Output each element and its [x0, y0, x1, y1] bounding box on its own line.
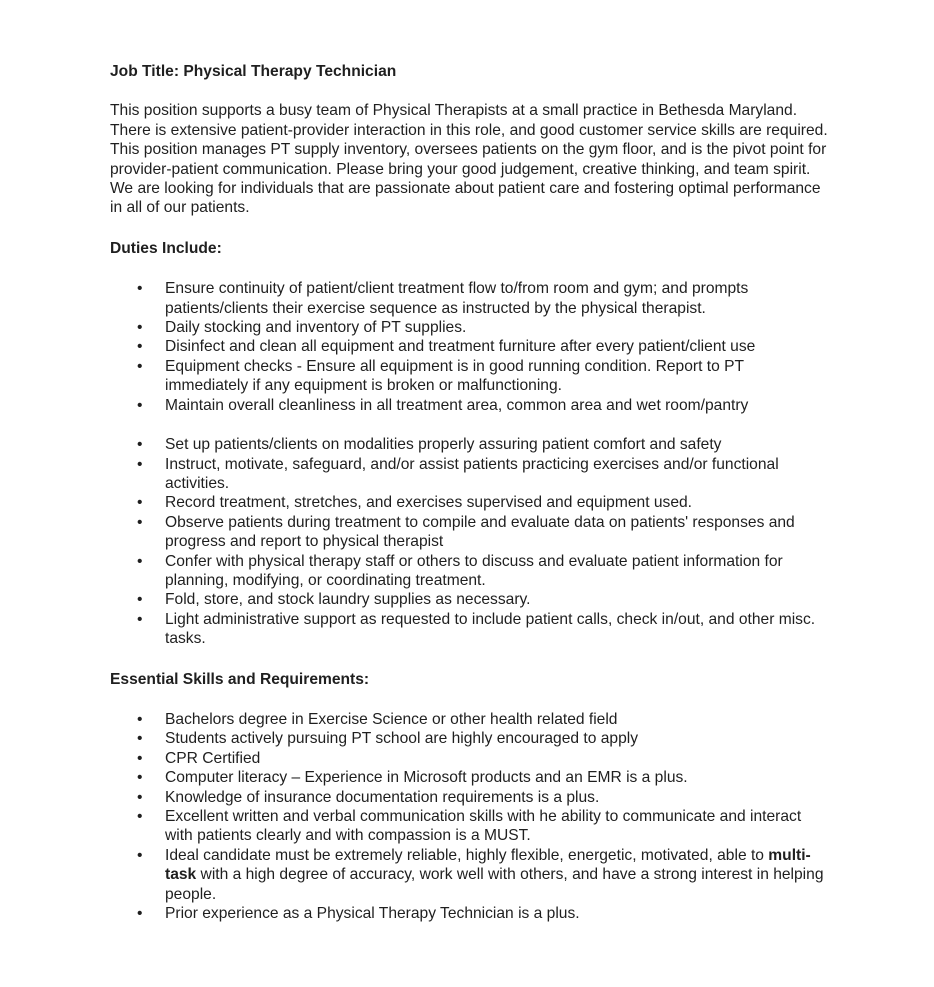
skills-heading: Essential Skills and Requirements:: [110, 670, 370, 688]
job-title: Job Title: Physical Therapy Technician: [110, 63, 397, 80]
list-item: • Bachelors degree in Exercise Science or other health related field: [110, 710, 830, 729]
intro-paragraph: This position supports a busy team of Physical Therapists at a small practice in Bethesda Maryland. There is extensive patient-provider interaction in this role, and good customer service skills are required. This position manages PT supply inventory, oversees patients on the gym floor, and is the pivot point for provider-patient communication. Please bring your good judgement, creative thinking, and team spirit. We are looking for individuals that are passionate about patient care and fostering optimal performance in all of our patients.: [110, 102, 828, 217]
list-item: • Knowledge of insurance documentation requirements is a plus.: [110, 788, 830, 807]
list-item: • Disinfect and clean all equipment and treatment furniture after every patient/client use: [110, 337, 830, 356]
list-item: • Fold, store, and stock laundry supplies as necessary.: [110, 590, 830, 609]
list-item: • Record treatment, stretches, and exercises supervised and equipment used.: [110, 493, 830, 512]
job-description-document: [110, 62, 830, 923]
multi-task-emphasis: multi-task: [165, 846, 811, 884]
list-item: • Maintain overall cleanliness in all treatment area, common area and wet room/pantry: [110, 396, 830, 415]
list-item: • Excellent written and verbal communication skills with he ability to communicate and interact with patients clearly and with compassion is a MUST.: [110, 807, 830, 846]
list-item: • Prior experience as a Physical Therapy Technician is a plus.: [110, 904, 830, 923]
list-item: • Computer literacy – Experience in Microsoft products and an EMR is a plus.: [110, 768, 830, 787]
list-item: • Instruct, motivate, safeguard, and/or assist patients practicing exercises and/or functional activities.: [110, 455, 830, 494]
list-item: • Set up patients/clients on modalities properly assuring patient comfort and safety: [110, 435, 830, 454]
skills-list: [110, 710, 830, 923]
duties-list-2: [110, 435, 830, 648]
list-item: • Students actively pursuing PT school are highly encouraged to apply: [110, 729, 830, 748]
list-item: • Ensure continuity of patient/client treatment flow to/from room and gym; and prompts patients/clients their exercise sequence as instructed by the physical therapist.: [110, 279, 830, 318]
list-item: • Confer with physical therapy staff or others to discuss and evaluate patient information for planning, modifying, or coordinating treatment.: [110, 552, 830, 591]
list-item: • Light administrative support as requested to include patient calls, check in/out, and other misc. tasks.: [110, 610, 830, 649]
list-item-ideal-candidate: [110, 846, 830, 904]
list-item: • CPR Certified: [110, 749, 830, 768]
list-item: • Observe patients during treatment to compile and evaluate data on patients' responses and progress and report to physical therapist: [110, 513, 830, 552]
ideal-candidate-text: Ideal candidate must be extremely reliable, highly flexible, energetic, motivated, able to: [165, 846, 769, 864]
list-item: • Equipment checks - Ensure all equipment is in good running condition. Report to PT immediately if any equipment is broken or malfunctioning.: [110, 357, 830, 396]
duties-list-1: [110, 279, 830, 415]
ideal-candidate-text-rest: with a high degree of accuracy, work well with others, and have a strong interest in helping people.: [165, 866, 824, 903]
list-item: • Daily stocking and inventory of PT supplies.: [110, 318, 830, 337]
duties-heading: Duties Include:: [110, 239, 222, 257]
